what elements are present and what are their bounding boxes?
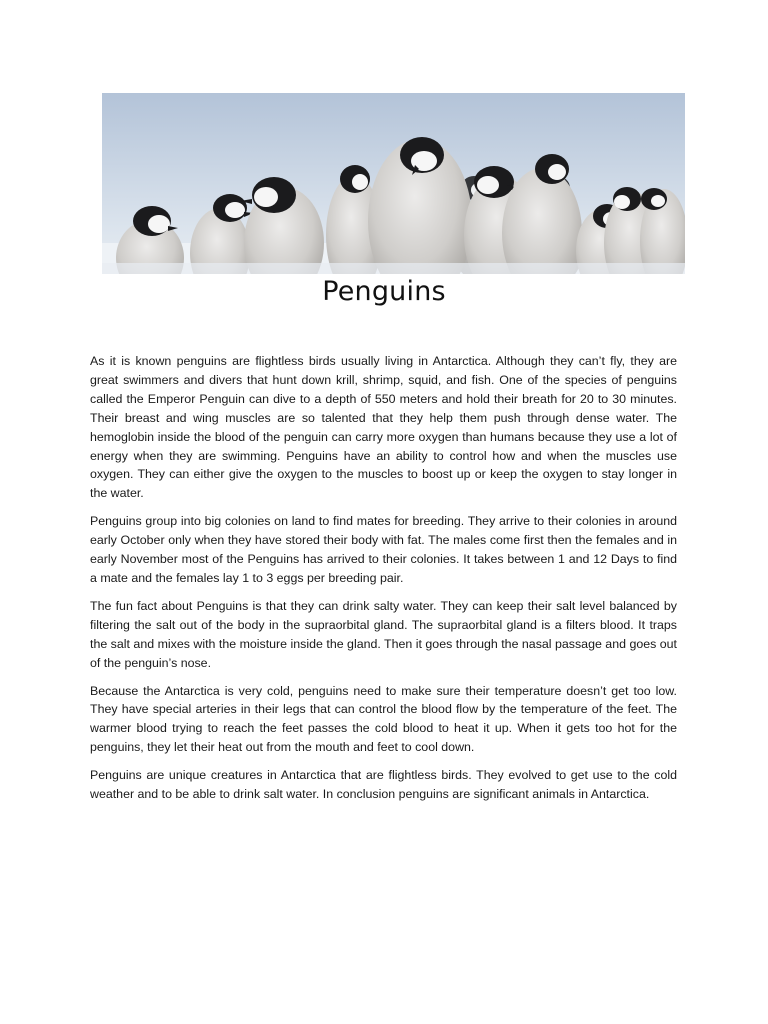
penguin-colony-illustration — [102, 93, 685, 274]
document-body — [90, 352, 677, 813]
paragraph-salt-water: The fun fact about Penguins is that they can drink salty water. They can keep their salt level balanced by filtering the salt out of the body in the supraorbital gland. The supraorbital gland is a filters blood. It traps the salt and mixes with the moisture inside the gland. Then it goes through the nasal passage and goes out of the penguin’s nose. — [90, 598, 677, 670]
document-title: Penguins — [322, 276, 446, 307]
paragraph-breeding-colonies: Penguins group into big colonies on land to find mates for breeding. They arrive to their colonies in around early October only when they have stored their body with fat. The males come first then the females and in early November most of the Penguins has arrived to their colonies. It takes between 1 and 12 Days to find a mate and the females lay 1 to 3 eggs per breeding pair. — [90, 514, 677, 585]
penguin-colony-image — [102, 93, 685, 274]
paragraph-conclusion: Penguins are unique creatures in Antarctica that are flightless birds. They evolved to get use to the cold weather and to be able to drink salt water. In conclusion penguins are significant animals in Antarctica. — [90, 768, 677, 802]
paragraph-penguin-diving: As it is known penguins are flightless birds usually living in Antarctica. Although they can’t fly, they are great swimmers and divers that hunt down krill, shrimp, squid, and fish. One of the species of penguins called the Emperor Penguin can dive to a depth of 550 meters and hold their breath for 20 to 30 minutes. Their breast and wing muscles are so talented that they help them push through dense water. The hemoglobin inside the blood of the penguin can carry more oxygen than humans because they use a lot of energy when they are swimming. Penguins have an ability to control how and when the muscles use oxygen. They can either give the oxygen to the muscles to boost up or keep the oxygen to stay longer in the water. — [90, 354, 677, 501]
paragraph-temperature: Because the Antarctica is very cold, penguins need to make sure their temperature doesn’t get too low. They have special arteries in their legs that can control the blood flow by the temperature of the feet. The warmer blood trying to reach the feet passes the cold blood to heat it up. When it gets too hot for the penguins, they let their heat out from the mouth and feet to cool down. — [90, 683, 677, 755]
